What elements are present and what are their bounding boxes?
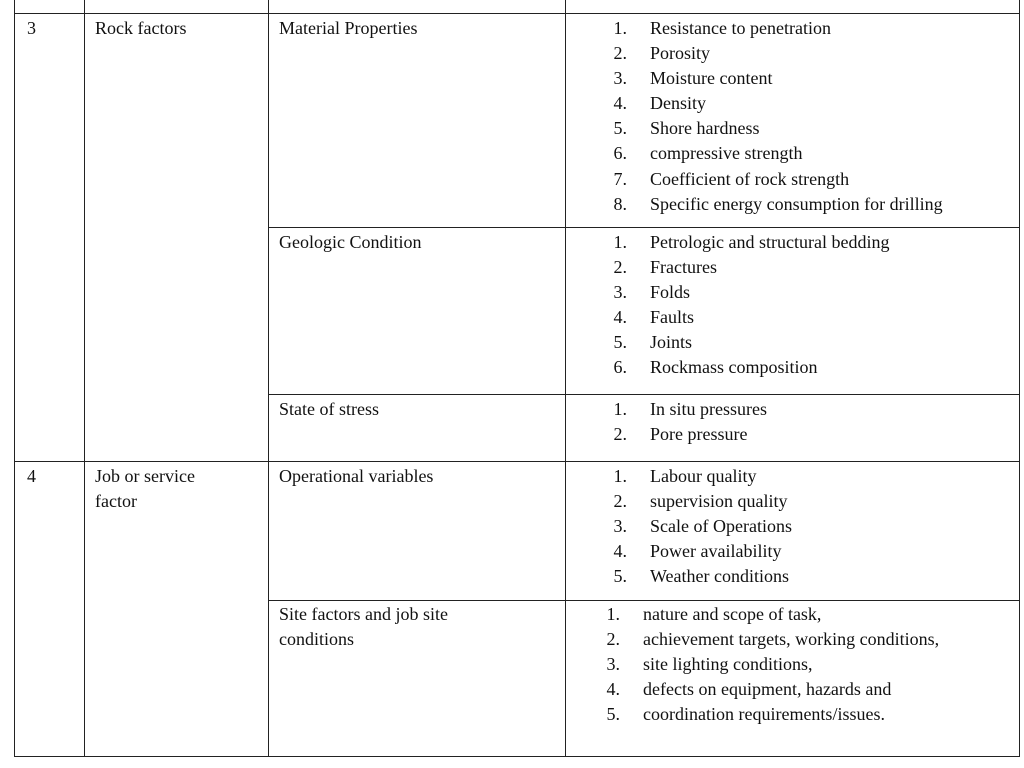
subfactor-name: Operational variables [279,466,434,486]
list-item: 6. compressive strength [613,143,803,164]
list-item: 4. Faults [613,307,695,328]
item-list [605,464,1015,589]
list-item: 1. Petrologic and structural bedding [613,232,890,252]
list-item: 8. Specific energy consumption for drilling [613,193,943,214]
list-item: 2. Pore pressure [613,424,748,445]
group-divider [268,227,1019,228]
list-item: 5. Shore hardness [613,118,760,139]
list-item: 1. In situ pressures [613,399,767,419]
list-item: 4. Power availability [613,541,782,562]
list-item: 5. coordination requirements/issues. [606,704,885,725]
item-list [605,16,1015,217]
list-item: 2. achievement targets, working conditions, [606,629,940,650]
list-item: 1. Labour quality [613,466,757,486]
row-divider [15,461,1019,462]
list-item: 2. Fractures [613,257,717,278]
subfactor-name: State of stress [279,399,379,419]
list-item: 5. Weather conditions [613,566,790,587]
group-divider [268,600,1019,601]
row-number: 3 [27,18,36,38]
factor-name: Rock factors [95,18,187,38]
list-item: 4. Density [613,93,706,114]
list-item: 7. Coefficient of rock strength [613,168,850,189]
list-item: 2. Porosity [613,43,711,64]
list-item: 1. nature and scope of task, [606,604,822,624]
group-divider [268,394,1019,395]
list-item: 4. defects on equipment, hazards and [606,679,892,700]
item-list [605,397,1015,447]
subfactor-name-continued: conditions [279,629,354,649]
item-list [605,230,1015,381]
list-item: 3. site lighting conditions, [606,654,813,675]
column-divider [84,0,85,756]
subfactor-name: Site factors and job site [279,604,448,624]
factors-table [14,0,1020,757]
row-divider [15,13,1019,14]
factor-name: Job or service [95,466,195,486]
factor-name-continued: factor [95,491,137,511]
list-item: 3. Folds [613,282,691,303]
item-list [598,602,1018,727]
list-item: 3. Moisture content [613,68,773,89]
list-item: 5. Joints [613,332,693,353]
column-divider [565,0,566,756]
subfactor-name: Material Properties [279,18,418,38]
list-item: 6. Rockmass composition [613,357,818,378]
list-item: 2. supervision quality [613,491,788,512]
list-item: 3. Scale of Operations [613,516,792,537]
list-item: 1. Resistance to penetration [613,18,831,38]
subfactor-name: Geologic Condition [279,232,422,252]
row-number: 4 [27,466,36,486]
column-divider [268,0,269,756]
